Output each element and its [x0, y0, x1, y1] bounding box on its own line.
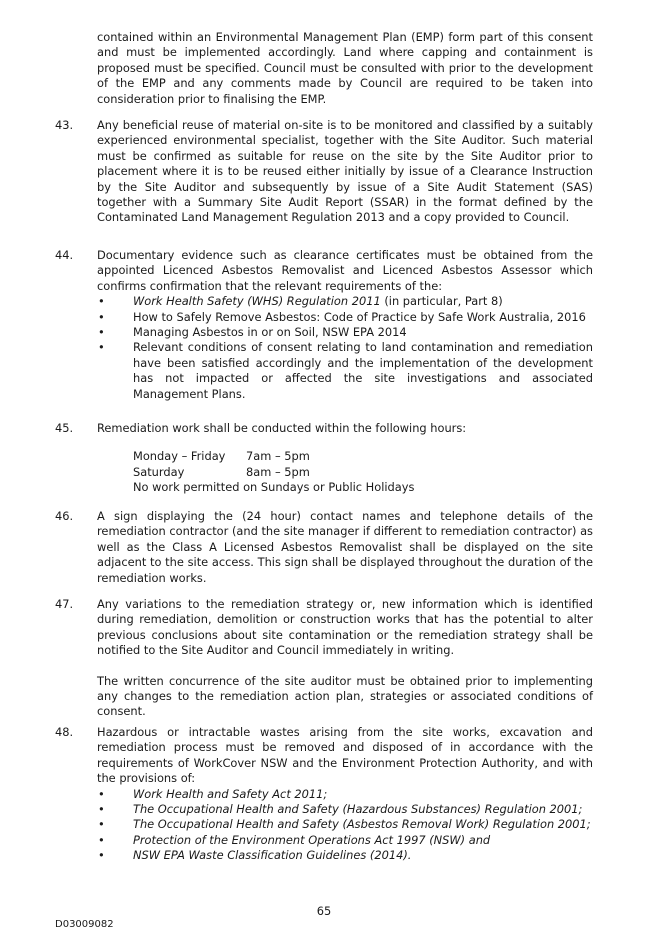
list-item-text: Relevant conditions of consent relating to land contamination and remediation have been satisfied accordingly and the implementation of the development has not impacted or affected the site investigations and associated Management Plans. — [133, 340, 593, 401]
list-item-text: The Occupational Health and Safety (Hazardous Substances) Regulation 2001; — [133, 802, 583, 817]
regulation-title: Work Health Safety (WHS) Regulation 2011 — [133, 294, 381, 309]
list-item — [97, 848, 593, 863]
bullet-icon: • — [98, 848, 105, 863]
hours-time: 7am – 5pm — [246, 449, 310, 464]
condition-47-text: Any variations to the remediation strategy or, new information which is identified during remediation, demolition or construction works that has the potential to alter previous conclusions about site contamination or the remediation strategy shall be notified to the Site Auditor and Council immediately in writing. — [97, 597, 593, 658]
bullet-icon: • — [98, 294, 105, 309]
hours-time: 8am – 5pm — [246, 464, 310, 479]
list-item — [97, 310, 593, 325]
list-item-text: Protection of the Environment Operations Act 1997 (NSW) and — [133, 832, 491, 847]
condition-46-number: 46. — [55, 509, 74, 523]
intro-paragraph — [97, 30, 593, 107]
hours-day: Monday – Friday — [133, 449, 226, 464]
intro-text: contained within an Environmental Management Plan (EMP) form part of this consent and must be implemented accordingly. Land where capping and containment is proposed must be specified. Council must be consulted with prior to the development of the EMP and any comments made by Council are required to be taken into consideration prior to finalising the EMP. — [97, 30, 593, 106]
condition-46 — [97, 509, 593, 586]
bullet-icon: • — [98, 817, 105, 832]
condition-45-number: 45. — [55, 421, 74, 435]
condition-43-text: Any beneficial reuse of material on-site is to be monitored and classified by a suitably experienced environmental specialist, together with the Site Auditor. Such material must be confirmed as suitable for reuse on the site by the Site Auditor prior to placement where it is to be reused either initially by issue of a Clearance Instruction by the Site Auditor and subsequently by issue of a Site Audit Statement (SAS) together with a Summary Site Audit Report (SSAR) in the format defined by the Contaminated Land Management Regulation 2013 and a copy provided to Council. — [97, 118, 593, 225]
condition-44-number: 44. — [55, 248, 74, 262]
list-item-text: NSW EPA Waste Classification Guidelines (2014). — [133, 848, 412, 863]
list-item-text: The Occupational Health and Safety (Asbestos Removal Work) Regulation 2001; — [133, 817, 591, 832]
hours-table — [133, 449, 414, 495]
list-item — [97, 340, 593, 402]
hours-note: No work permitted on Sundays or Public Holidays — [133, 480, 415, 495]
bullet-icon: • — [98, 832, 105, 847]
bullet-icon: • — [98, 325, 105, 340]
bullet-icon: • — [98, 340, 105, 355]
list-item-text: Managing Asbestos in or on Soil, NSW EPA 2014 — [133, 325, 407, 340]
bullet-icon: • — [98, 309, 105, 324]
bullet-icon: • — [98, 802, 105, 817]
list-item — [97, 817, 593, 832]
list-item-text: Work Health and Safety Act 2011; — [133, 786, 328, 801]
table-row — [133, 449, 414, 464]
condition-43 — [97, 118, 593, 226]
list-item — [97, 833, 593, 848]
condition-44-bullet-list — [97, 294, 593, 402]
hours-day: Saturday — [133, 464, 185, 479]
condition-44-text: Documentary evidence such as clearance certificates must be obtained from the appointed Licenced Asbestos Removalist and Licenced Asbestos Assessor which confirms confirmation that the relevant requirements of the: — [97, 248, 593, 293]
list-item-text: (in particular, Part 8) — [380, 294, 503, 309]
list-item — [97, 325, 593, 340]
document-code: D03009082 — [55, 919, 114, 930]
bullet-icon: • — [98, 786, 105, 801]
condition-44 — [97, 248, 593, 402]
condition-43-number: 43. — [55, 118, 74, 132]
condition-45 — [97, 421, 593, 496]
page-number: 65 — [316, 904, 332, 918]
condition-45-text: Remediation work shall be conducted within the following hours: — [97, 421, 467, 435]
list-item — [97, 802, 593, 817]
condition-46-text: A sign displaying the (24 hour) contact names and telephone details of the remediation contractor (and the site manager if different to remediation contractor) as well as the Class A Licensed Asbestos Removalist shall be displayed on the site adjacent to the site access. This sign shall be displayed throughout the duration of the remediation works. — [97, 509, 593, 585]
condition-47-number: 47. — [55, 597, 74, 611]
condition-47-text-2: The written concurrence of the site auditor must be obtained prior to implementing any changes to the remediation action plan, strategies or associated conditions of consent. — [97, 673, 593, 719]
condition-48-number: 48. — [55, 725, 74, 739]
list-item-text: How to Safely Remove Asbestos: Code of Practice by Safe Work Australia, 2016 — [133, 309, 586, 324]
condition-48-bullet-list — [97, 787, 593, 864]
list-item — [97, 787, 593, 802]
condition-48 — [97, 725, 593, 864]
table-row — [133, 480, 414, 495]
table-row — [133, 465, 414, 480]
condition-48-text: Hazardous or intractable wastes arising from the site works, excavation and remediation process must be removed and disposed of in accordance with the requirements of WorkCover NSW and the Environment Protection Authority, and with the provisions of: — [97, 725, 593, 786]
condition-47 — [97, 597, 593, 720]
list-item — [97, 294, 593, 309]
